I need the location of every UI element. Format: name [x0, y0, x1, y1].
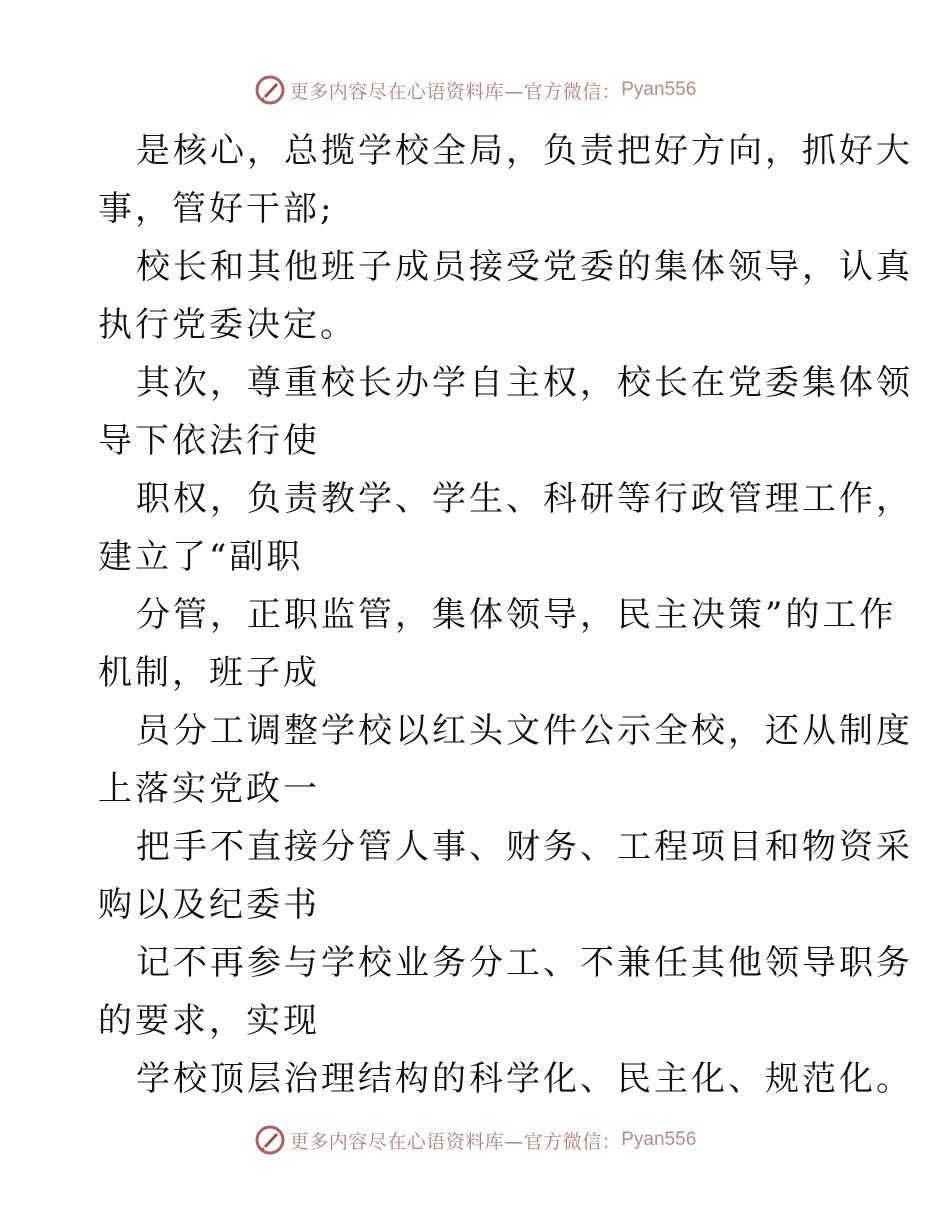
text-line: 学校顶层治理结构的科学化、民主化、规范化。 — [136, 1059, 913, 1099]
footer-watermark — [0, 1120, 950, 1160]
text-line: 分管，正职监管，集体领导，民主决策”的工作 — [136, 595, 897, 635]
text-line: 记不再参与学校业务分工、不兼任其他领导职务 — [136, 943, 913, 983]
text-line: 的要求，实现 — [98, 1001, 320, 1041]
text-line: 事，管好干部; — [98, 189, 335, 229]
watermark-id: Pyan556 — [621, 1129, 697, 1150]
text-line: 上落实党政一 — [98, 769, 320, 809]
paragraph — [98, 702, 913, 818]
text-line: 把手不直接分管人事、财务、工程项目和物资采 — [136, 827, 913, 867]
paragraph — [98, 1050, 913, 1108]
text-line: 是核心，总揽学校全局，负责把好方向，抓好大 — [136, 131, 913, 171]
text-line: 导下依法行使 — [98, 421, 320, 461]
paragraph — [98, 470, 913, 586]
paragraph — [98, 354, 913, 470]
paragraph — [98, 818, 913, 934]
text-line: 校长和其他班子成员接受党委的集体领导，认真 — [136, 247, 913, 287]
paragraph — [98, 122, 913, 238]
pen-logo-icon — [254, 1124, 286, 1156]
text-line: 机制，班子成 — [98, 653, 320, 693]
watermark-text: 更多内容尽在心语资料库—官方微信： — [289, 80, 622, 103]
text-line: 员分工调整学校以红头文件公示全校，还从制度 — [136, 711, 913, 751]
text-line: 执行党委决定。 — [98, 305, 357, 345]
document-body — [98, 122, 913, 1108]
text-line: 购以及纪委书 — [98, 885, 320, 925]
text-line: 其次，尊重校长办学自主权，校长在党委集体领 — [136, 363, 913, 403]
pen-logo-icon — [254, 74, 286, 106]
text-line: 建立了“副职 — [98, 537, 304, 577]
watermark-id: Pyan556 — [621, 79, 697, 100]
paragraph — [98, 586, 897, 702]
text-line: 职权，负责教学、学生、科研等行政管理工作， — [136, 479, 913, 519]
watermark-text: 更多内容尽在心语资料库—官方微信： — [289, 1130, 622, 1153]
paragraph — [98, 934, 913, 1050]
header-watermark — [0, 70, 950, 110]
paragraph — [98, 238, 913, 354]
